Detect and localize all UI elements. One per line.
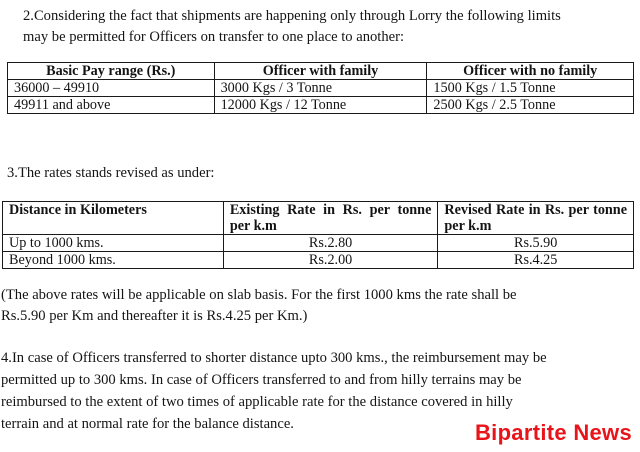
- table-cell: Rs.5.90: [438, 235, 634, 252]
- table-cell: 1500 Kgs / 1.5 Tonne: [427, 80, 634, 97]
- table-header-row: [8, 63, 634, 80]
- table-cell: 3000 Kgs / 3 Tonne: [214, 80, 427, 97]
- table-row: [3, 252, 634, 269]
- table-header-cell: Basic Pay range (Rs.): [8, 63, 215, 80]
- shipment-limits-table: [7, 62, 634, 114]
- table-cell: Up to 1000 kms.: [3, 235, 224, 252]
- table-header-cell: Revised Rate in Rs. per tonne per k.m: [438, 202, 634, 235]
- table-cell: Rs.2.80: [223, 235, 438, 252]
- table-cell: Beyond 1000 kms.: [3, 252, 224, 269]
- table-header-cell: Officer with family: [214, 63, 427, 80]
- table-cell: 36000 – 49910: [8, 80, 215, 97]
- table-row: [8, 97, 634, 114]
- table-row: [3, 235, 634, 252]
- table-cell: 2500 Kgs / 2.5 Tonne: [427, 97, 634, 114]
- note-line-2: Rs.5.90 per Km and thereafter it is Rs.4.25 per Km.): [1, 308, 308, 324]
- section-3-line-1: 3.The rates stands revised as under:: [7, 165, 215, 181]
- note-line-1: (The above rates will be applicable on slab basis. For the first 1000 kms the rate shall be: [1, 287, 517, 303]
- section-4-line-4: terrain and at normal rate for the balance distance.: [1, 416, 294, 432]
- section-4-line-2: permitted up to 300 kms. In case of Officers transferred to and from hilly terrains may be: [1, 372, 522, 388]
- table-header-cell: Existing Rate in Rs. per tonne per k.m: [223, 202, 438, 235]
- watermark-logo-text: Bipartite News: [474, 420, 632, 445]
- section-4-line-1: 4.In case of Officers transferred to shorter distance upto 300 kms., the reimbursement may be: [1, 350, 547, 366]
- table-cell: 12000 Kgs / 12 Tonne: [214, 97, 427, 114]
- rates-table: [2, 201, 634, 269]
- table-header-row: [3, 202, 634, 235]
- table-row: [8, 80, 634, 97]
- table-cell: Rs.2.00: [223, 252, 438, 269]
- table-cell: 49911 and above: [8, 97, 215, 114]
- section-2-line-1: 2.Considering the fact that shipments are happening only through Lorry the following limits: [23, 8, 561, 24]
- table-header-cell: Officer with no family: [427, 63, 634, 80]
- section-4-line-3: reimbursed to the extent of two times of applicable rate for the distance covered in hilly: [1, 394, 513, 410]
- table-cell: Rs.4.25: [438, 252, 634, 269]
- section-2-line-2: may be permitted for Officers on transfer to one place to another:: [23, 29, 405, 45]
- table-header-cell: Distance in Kilometers: [3, 202, 224, 235]
